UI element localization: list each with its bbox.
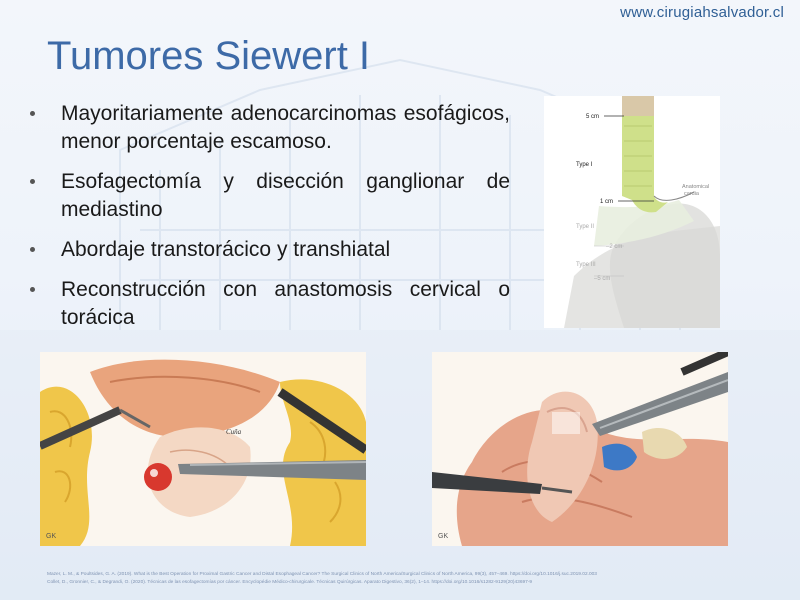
slide-title: Tumores Siewert I: [47, 34, 371, 78]
label-minus-5cm: –5 cm: [594, 276, 611, 282]
siewert-diagram: [544, 96, 720, 328]
left-surgery-image: [40, 352, 366, 546]
right-signature: GK: [438, 533, 449, 540]
right-surgery-image: [432, 352, 728, 546]
citation-2: Collet, D., Gronnier, C., & Degrandi, O. (2020). Técnicas de las esofagectomías por cáncer. Encyclopédie Médico-chirurgicale. Técnicas Quirúrgicas. Aparato Digestivo, 36(2), 1–14. https://doi.org/10.1016/s1282-9129(20)43697-9: [47, 580, 533, 585]
siewert-diagram-illustration: [544, 96, 720, 328]
bullet-text: Esofagectomía y disección ganglionar de mediastino: [61, 170, 510, 221]
surgical-illustration-right: [432, 352, 728, 546]
label-type-ii: Type II: [576, 224, 595, 230]
label-type-iii: Type III: [576, 262, 596, 268]
label-1cm: 1 cm: [600, 199, 614, 205]
label-cuna: Cuña: [226, 428, 242, 436]
label-anatomical-cardia-line2: cardia: [684, 191, 699, 197]
bullet-dot: [30, 179, 35, 184]
left-signature: GK: [46, 533, 57, 540]
bullet-text: Mayoritariamente adenocarcinomas esofágicos, menor porcentaje escamoso.: [61, 102, 510, 153]
citation-block: [47, 571, 707, 587]
bullet-dot: [30, 287, 35, 292]
bullet-item: [30, 236, 510, 264]
label-5cm: 5 cm: [586, 114, 600, 120]
bullet-dot: [30, 111, 35, 116]
bullet-list: [30, 100, 510, 344]
label-minus-2cm: –2 cm: [606, 244, 623, 250]
site-url: www.cirugiahsalvador.cl: [620, 4, 784, 21]
bullet-text: Reconstrucción con anastomosis cervical o torácica: [61, 278, 510, 329]
bullet-text: Abordaje transtorácico y transhiatal: [61, 238, 391, 261]
label-type-i: Type I: [576, 162, 593, 168]
bullet-item: [30, 168, 510, 224]
bullet-item: [30, 100, 510, 156]
bullet-item: [30, 276, 510, 332]
surgical-illustration-left: [40, 352, 366, 546]
bullet-dot: [30, 247, 35, 252]
citation-1: Mazer, L. M., & Poultsides, G. A. (2019). What is the Best Operation for Proximal Gastric Cancer and Distal Esophageal Cancer? The Surgical Clinics of North America/Surgical Clinics of North America, 99(3), 457–469. https://doi.org/10.1016/j.suc.2019.02.003: [47, 572, 597, 577]
label-anatomical-cardia-line1: Anatomical: [682, 184, 710, 190]
